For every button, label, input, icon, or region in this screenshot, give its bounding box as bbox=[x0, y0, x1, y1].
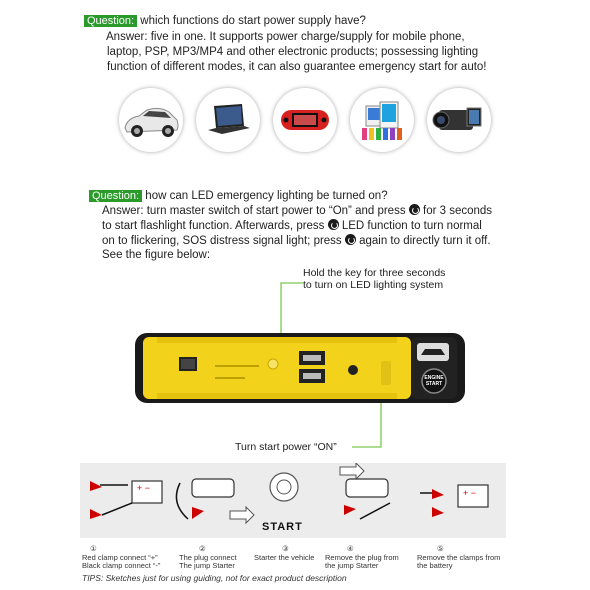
answer-2-text: to start flashlight function. Afterwards, press bbox=[102, 219, 325, 232]
step-number: ④ bbox=[347, 544, 354, 553]
engine-start-button[interactable] bbox=[422, 375, 446, 387]
step-number: ⑤ bbox=[437, 544, 444, 553]
step-number: ③ bbox=[282, 544, 289, 553]
callout-start-power: Turn start power “ON” bbox=[235, 441, 337, 453]
engine-label: ENGINE bbox=[424, 375, 444, 381]
step-1 bbox=[82, 545, 160, 571]
tips-note: TIPS: Sketches just for using guiding, not for exact product description bbox=[82, 573, 347, 583]
step-2 bbox=[179, 545, 237, 571]
step-5 bbox=[417, 545, 500, 571]
answer-2-text: Answer: turn master switch of start power to “On” and press bbox=[102, 205, 406, 217]
answer-1-line: Answer: five in one. It supports power charge/supply for mobile phone, bbox=[106, 31, 465, 43]
start-label: START bbox=[262, 521, 303, 533]
callout-line: Hold the key for three seconds bbox=[303, 267, 446, 279]
step-text: Starter the vehicle bbox=[254, 552, 315, 562]
start-label: START bbox=[425, 381, 443, 387]
step-number: ① bbox=[90, 544, 97, 553]
answer-2-line-4: See the figure below: bbox=[102, 249, 211, 262]
jump-starter-illustration bbox=[135, 333, 465, 403]
jump-starter-device bbox=[135, 333, 465, 403]
answer-2-text: again to directly turn it off. bbox=[359, 234, 491, 247]
question-1-text: which functions do start power supply have? bbox=[140, 15, 366, 27]
answer-1-line: function of different modes, it can also guarantee emergency start for auto! bbox=[107, 60, 487, 73]
answer-2-text: on to flickering, SOS distress signal light; press bbox=[102, 234, 342, 247]
step-text: Remove the plug from bbox=[325, 552, 399, 562]
answer-1-line: laptop, PSP, MP3/MP4 and other electronic products; possessing lighting bbox=[107, 45, 479, 58]
question-2-text: how can LED emergency lighting be turned on? bbox=[145, 190, 388, 202]
svg-text:+ −: + − bbox=[137, 483, 151, 493]
answer-2-text: LED function to turn normal bbox=[341, 219, 482, 232]
step-text: Red clamp connect “+” bbox=[82, 552, 158, 562]
step-3 bbox=[254, 545, 314, 562]
step-text: The plug connect bbox=[179, 552, 237, 562]
svg-text:+ −: + − bbox=[463, 488, 477, 498]
step-text: The jump Starter bbox=[179, 561, 235, 570]
steps-panel bbox=[80, 463, 506, 538]
step-number: ② bbox=[199, 544, 206, 553]
step-4 bbox=[325, 545, 399, 571]
callout-line: to turn on LED lighting system bbox=[303, 279, 444, 291]
step-text: Remove the clamps from bbox=[417, 552, 501, 562]
question-2-tag: Question: bbox=[89, 190, 142, 202]
question-1-tag: Question: bbox=[84, 15, 137, 27]
answer-2-text: for 3 seconds bbox=[423, 205, 493, 217]
step-text: Black clamp connect “-” bbox=[82, 561, 161, 570]
step-text: the jump Starter bbox=[325, 561, 379, 570]
step-text: the battery bbox=[417, 561, 453, 570]
